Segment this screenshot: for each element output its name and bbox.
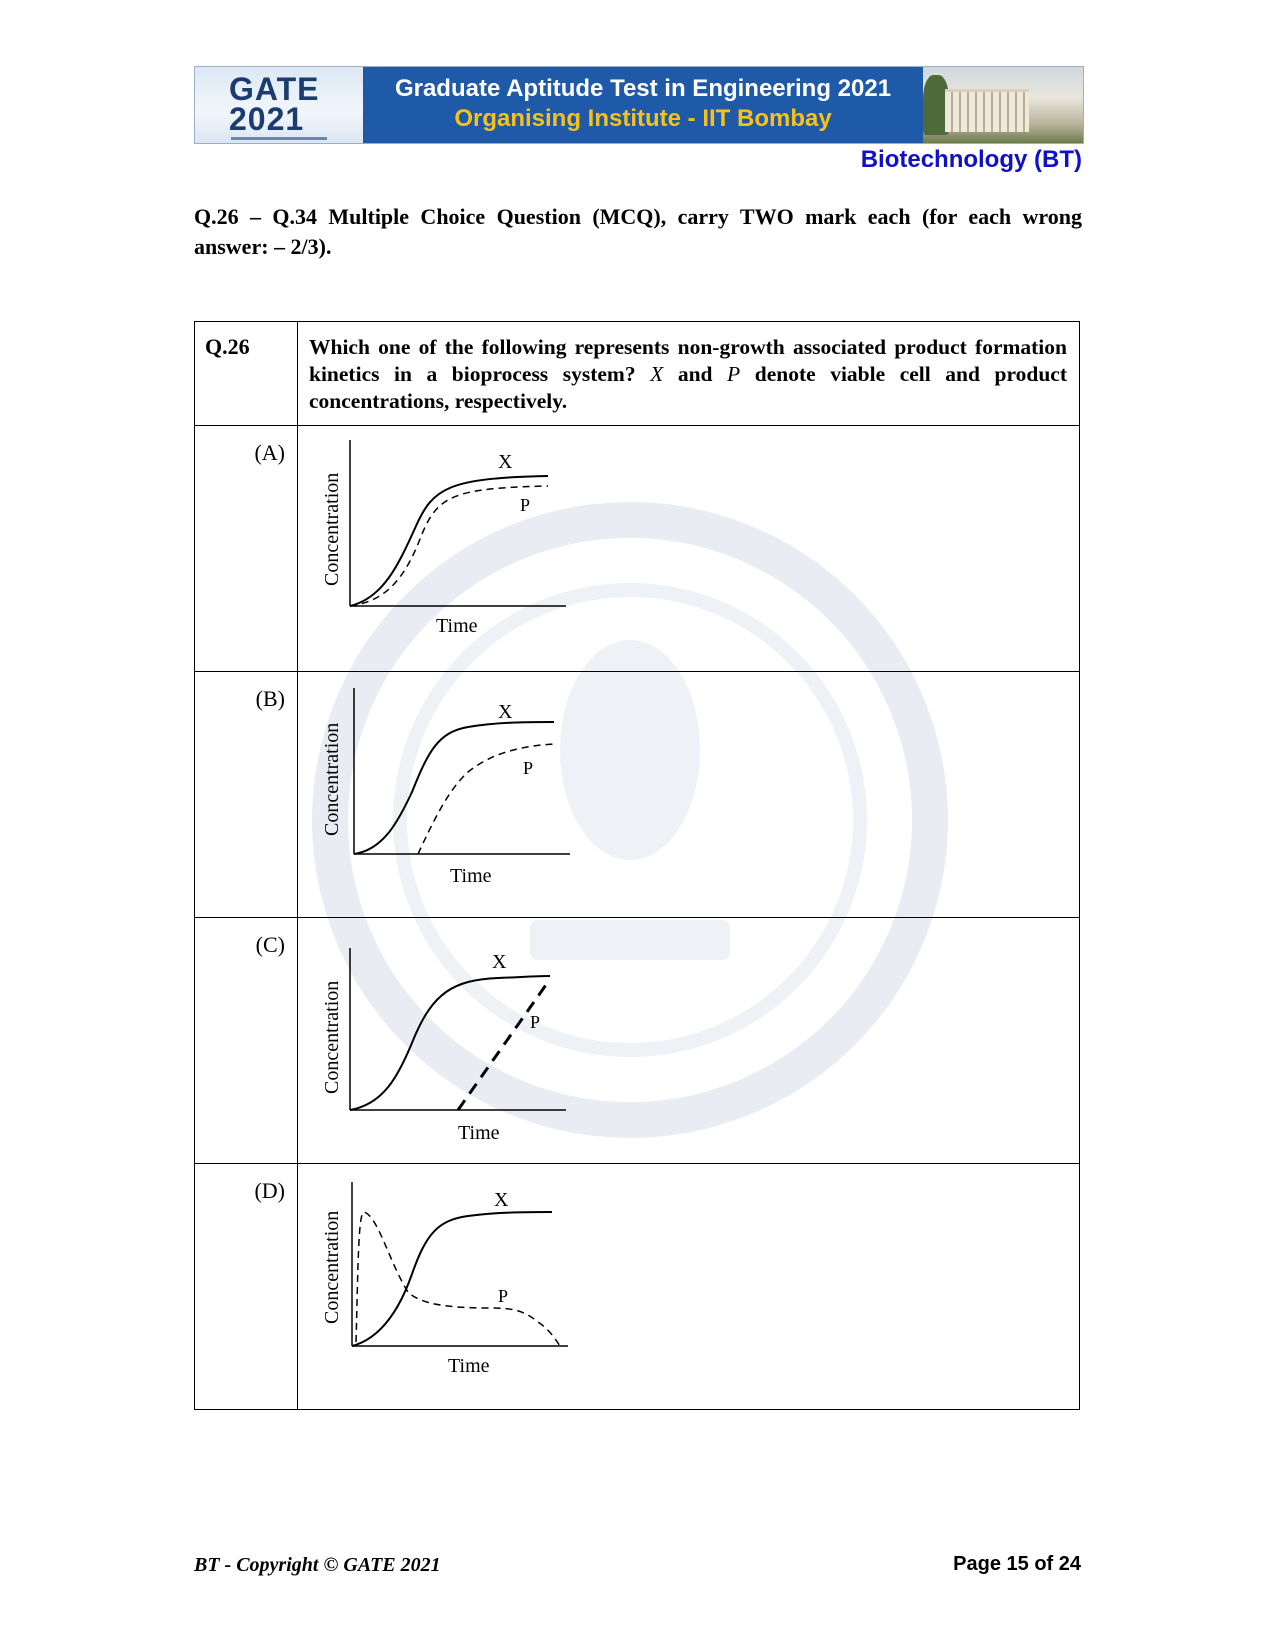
- question-number: Q.26: [195, 322, 298, 426]
- option-graph-b[interactable]: [298, 672, 1080, 918]
- label-x: X: [498, 701, 513, 723]
- label-p: P: [498, 1286, 509, 1306]
- question-row: [195, 322, 1080, 426]
- question-text: [298, 322, 1080, 426]
- option-row-a: [195, 426, 1080, 672]
- y-axis-label: Concentration: [321, 980, 343, 1094]
- building-image: [945, 89, 1029, 132]
- graph-b-svg: [298, 672, 1078, 917]
- subject-title: Biotechnology (BT): [860, 146, 1082, 173]
- gate-logo: [195, 67, 363, 143]
- label-p: P: [523, 758, 534, 778]
- curve-p: [418, 744, 554, 854]
- graph-a-svg: [298, 426, 1078, 671]
- label-x: X: [498, 451, 513, 473]
- option-row-c: [195, 918, 1080, 1164]
- label-x: X: [492, 951, 507, 973]
- option-label-b[interactable]: (B): [195, 672, 298, 918]
- question-table: [194, 321, 1080, 1410]
- label-p: P: [530, 1012, 541, 1032]
- option-graph-a[interactable]: [298, 426, 1080, 672]
- option-label-c[interactable]: (C): [195, 918, 298, 1164]
- graph-c-svg: [298, 918, 1078, 1163]
- option-graph-d[interactable]: [298, 1164, 1080, 1410]
- question-text-and: and: [663, 362, 728, 386]
- x-axis-label: Time: [448, 1355, 490, 1377]
- y-axis-label: Concentration: [321, 722, 343, 836]
- var-p: P: [727, 362, 741, 386]
- curve-x: [350, 976, 550, 1110]
- option-row-b: [195, 672, 1080, 918]
- y-axis-label: Concentration: [321, 472, 343, 586]
- organising-institute: Organising Institute - IIT Bombay: [454, 105, 832, 132]
- header-banner: [194, 66, 1084, 144]
- curve-p: [356, 1212, 560, 1346]
- exam-title: Graduate Aptitude Test in Engineering 2021: [394, 75, 892, 102]
- section-heading: Q.26 – Q.34 Multiple Choice Question (MCQ), carry TWO mark each (for each wrong answer: – 2/3).: [194, 204, 1082, 259]
- footer-page-number: Page 15 of 24: [953, 1553, 1081, 1575]
- y-axis-label: Concentration: [321, 1210, 343, 1324]
- graph-d-svg: [298, 1164, 1078, 1409]
- question-text-2: denote viable cell and product concentrations, respectively.: [309, 362, 1067, 413]
- curve-x: [350, 476, 548, 606]
- x-axis-label: Time: [458, 1122, 500, 1144]
- exam-title-block: [363, 67, 923, 143]
- logo-tagline-bar: [231, 137, 327, 140]
- curve-x: [352, 1212, 552, 1346]
- logo-year-text: 2021: [229, 101, 305, 137]
- option-label-a[interactable]: (A): [195, 426, 298, 672]
- label-x: X: [494, 1189, 509, 1211]
- var-x: X: [650, 362, 664, 386]
- question-text-1: Which one of the following represents non-growth associated product formation kinetics in a bioprocess system?: [309, 335, 1067, 386]
- footer-copyright: BT - Copyright © GATE 2021: [194, 1554, 441, 1576]
- logo-gate-text: GATE: [229, 71, 320, 107]
- label-p: P: [520, 495, 531, 515]
- option-label-d[interactable]: (D): [195, 1164, 298, 1410]
- option-row-d: [195, 1164, 1080, 1410]
- option-graph-c[interactable]: [298, 918, 1080, 1164]
- campus-photo: [923, 67, 1083, 143]
- curve-p: [458, 982, 548, 1110]
- x-axis-label: Time: [436, 615, 478, 637]
- x-axis-label: Time: [450, 865, 492, 887]
